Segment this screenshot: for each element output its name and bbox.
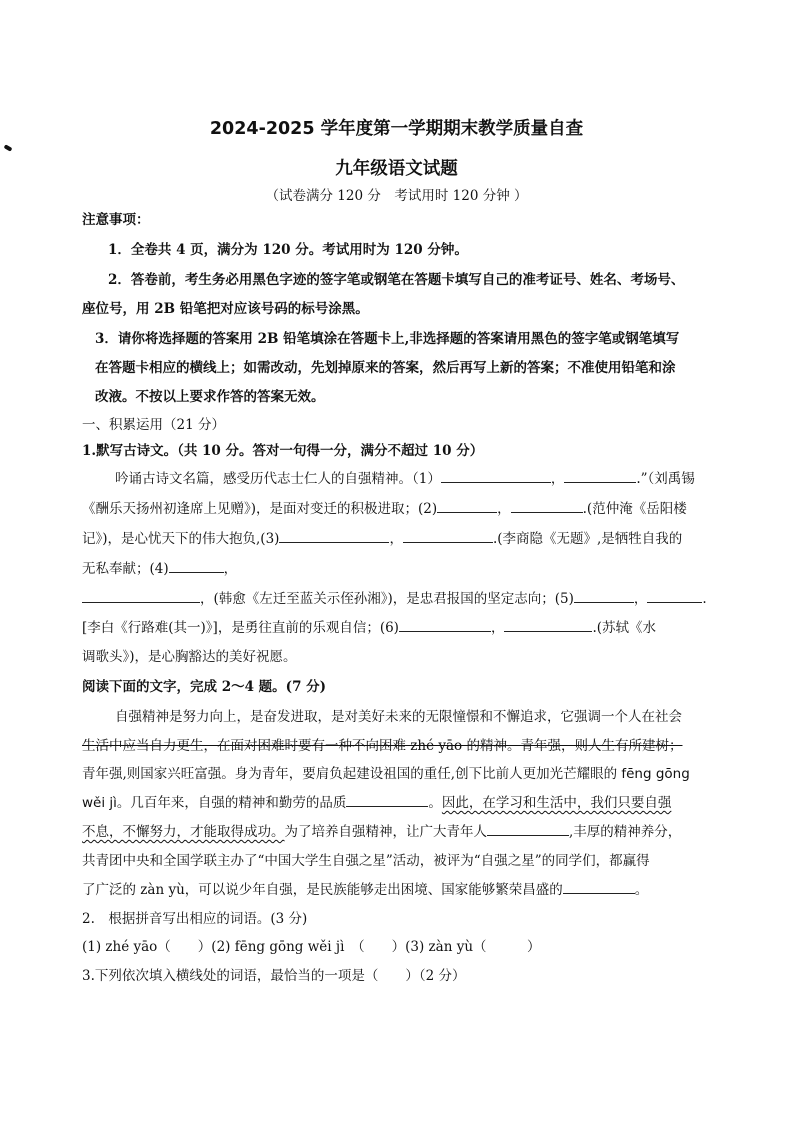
period: 。 — [634, 882, 649, 898]
passage-line-7-text: 了广泛的 zàn yù，可以说少年自强，是民族能够走出困境、国家能够繁荣昌盛的 — [82, 882, 563, 898]
answer-blank[interactable] — [504, 619, 592, 632]
notes-heading: 注意事项： — [82, 212, 150, 228]
answer-blank[interactable] — [169, 560, 224, 573]
question-3-heading: 3.下列依次填入横线处的词语，最恰当的一项是（ ）（2 分） — [82, 968, 466, 984]
q1-line-1-source: .”（刘禹锡 — [636, 471, 695, 487]
q1-line-3 — [82, 527, 682, 547]
q1-line-3-text: 记》)，是心忧天下的伟大抱负,(3) — [82, 531, 280, 547]
passage-line-3 — [82, 762, 690, 782]
note-2-line-b: 座位号，用 2B 铅笔把对应该号码的标号涂黑。 — [82, 301, 369, 317]
answer-blank[interactable] — [346, 794, 428, 807]
q1-line-1-text: 吟诵古诗文名篇，感受历代志士仁人的自强精神。（1） — [115, 471, 441, 487]
pinyin-fenggongweiji-b: wěi jì — [82, 795, 117, 811]
answer-blank[interactable] — [563, 881, 635, 894]
period: . — [702, 591, 707, 607]
passage-line-5 — [82, 820, 681, 840]
exam-meta: （试卷满分 120 分 考试用时 120 分钟 ） — [265, 188, 528, 204]
passage-line-3-text: 青年强,则国家兴旺富强。身为青年，要肩负起建设祖国的重任,创下比前人更加光芒耀眼的 — [82, 766, 622, 782]
exam-title: 2024-2025 学年度第一学期期末教学质量自查 — [209, 119, 584, 139]
passage-line-7 — [82, 878, 648, 898]
passage-line-6: 共青团中央和全国学联主办了“中国大学生自强之星”活动，被评为“自强之星”的同学们，都赢得 — [82, 853, 650, 869]
note-2-line-a: 2．答卷前，考生务必用黑色字迹的签字笔或钢笔在答题卡填写自己的准考证号、姓名、考场号、 — [108, 272, 685, 288]
comma: ， — [389, 531, 403, 547]
answer-blank[interactable] — [647, 590, 702, 603]
q1-line-2 — [82, 497, 687, 517]
passage-line-1: 自强精神是努力向上，是奋发进取，是对美好未来的无限憧憬和不懈追求，它强调一个人在社会 — [115, 709, 682, 725]
answer-blank[interactable] — [82, 590, 200, 603]
answer-blank[interactable] — [399, 619, 491, 632]
comma: ， — [497, 501, 511, 517]
passage-line-4 — [82, 791, 671, 811]
note-3-line-a: 3．请你将选择题的答案用 2B 铅笔填涂在答题卡上,非选择题的答案请用黑色的签字笔或钢笔填写 — [95, 331, 680, 347]
q1-line-2-source: .(范仲淹《岳阳楼 — [582, 501, 687, 517]
underlined-sentence-b: 不息，不懈努力，才能取得成功。 — [82, 824, 285, 840]
passage-line-5-tail: ,丰厚的精神养分， — [569, 824, 682, 840]
note-3-line-c: 改液。不按以上要求作答的答案无效。 — [95, 389, 325, 405]
q1-line-5 — [82, 587, 707, 607]
passage-line-2 — [82, 734, 682, 754]
q1-line-2-text: 《酬乐天扬州初逢席上见赠》)，是面对变迁的积极进取；(2) — [82, 501, 438, 517]
comma: ， — [223, 561, 238, 577]
answer-blank[interactable] — [564, 470, 636, 483]
answer-blank[interactable] — [437, 500, 497, 513]
q1-line-3-source: .(李商隐《无题》,是牺牲自我的 — [492, 531, 683, 547]
question-2-heading: 2. 根据拼音写出相应的词语。(3 分) — [82, 911, 308, 927]
comma: ， — [633, 591, 648, 607]
comma: ， — [550, 471, 565, 487]
q1-line-6-source: .(苏轼《水 — [592, 620, 657, 636]
question-1-heading: 1.默写古诗文。（共 10 分。答对一句得一分，满分不超过 10 分） — [82, 443, 484, 459]
answer-blank[interactable] — [487, 823, 569, 836]
answer-blank[interactable] — [574, 590, 634, 603]
q1-line-1 — [115, 467, 695, 487]
q1-line-6 — [82, 616, 656, 636]
answer-blank[interactable] — [511, 500, 583, 513]
answer-blank[interactable] — [441, 470, 551, 483]
scan-mark — [4, 144, 13, 151]
pinyin-fenggongweiji-a: fēng gōng — [621, 766, 690, 782]
comma: ， — [490, 620, 505, 636]
answer-blank[interactable] — [279, 530, 389, 543]
answer-blank[interactable] — [403, 530, 493, 543]
q1-line-6-text: [李白《行路难(其一)》]，是勇往直前的乐观自信；(6) — [82, 620, 399, 636]
q1-line-5-text: ，(韩愈《左迁至蓝关示侄孙湘》)，是忠君报国的坚定志向；(5) — [200, 591, 574, 607]
note-1: 1．全卷共 4 页，满分为 120 分。考试用时为 120 分钟。 — [108, 242, 468, 258]
q1-line-4-text: 无私奉献；(4) — [82, 561, 169, 577]
reading-heading: 阅读下面的文字，完成 2～4 题。(7 分) — [82, 679, 327, 695]
q1-line-4 — [82, 557, 237, 577]
passage-line-2-text: 生活中应当自力更生，在面对困难时要有一种不向困难 zhé yāo 的精神。青年强，则人生有所建树； — [82, 738, 683, 754]
period: 。 — [428, 795, 442, 811]
section-heading: 一、积累运用（21 分） — [82, 417, 225, 433]
q1-line-7: 调歌头》)，是心胸豁达的美好祝愿。 — [82, 649, 297, 665]
passage-line-4-text: 。几百年来，自强的精神和勤劳的品质 — [116, 795, 347, 811]
question-2-items[interactable]: (1) zhé yāo（ ）(2) fēng gōng wěi jì （ ）(3) zàn yù（ ） — [82, 939, 541, 955]
note-3-line-b: 在答题卡相应的横线上；如需改动，先划掉原来的答案，然后再写上新的答案；不准使用铅笔和涂 — [95, 360, 676, 376]
exam-subject: 九年级语文试题 — [335, 159, 458, 179]
passage-line-5-text: 为了培养自强精神，让广大青年人 — [284, 824, 487, 840]
underlined-sentence-a: 因此，在学习和生活中，我们只要自强 — [441, 795, 672, 811]
